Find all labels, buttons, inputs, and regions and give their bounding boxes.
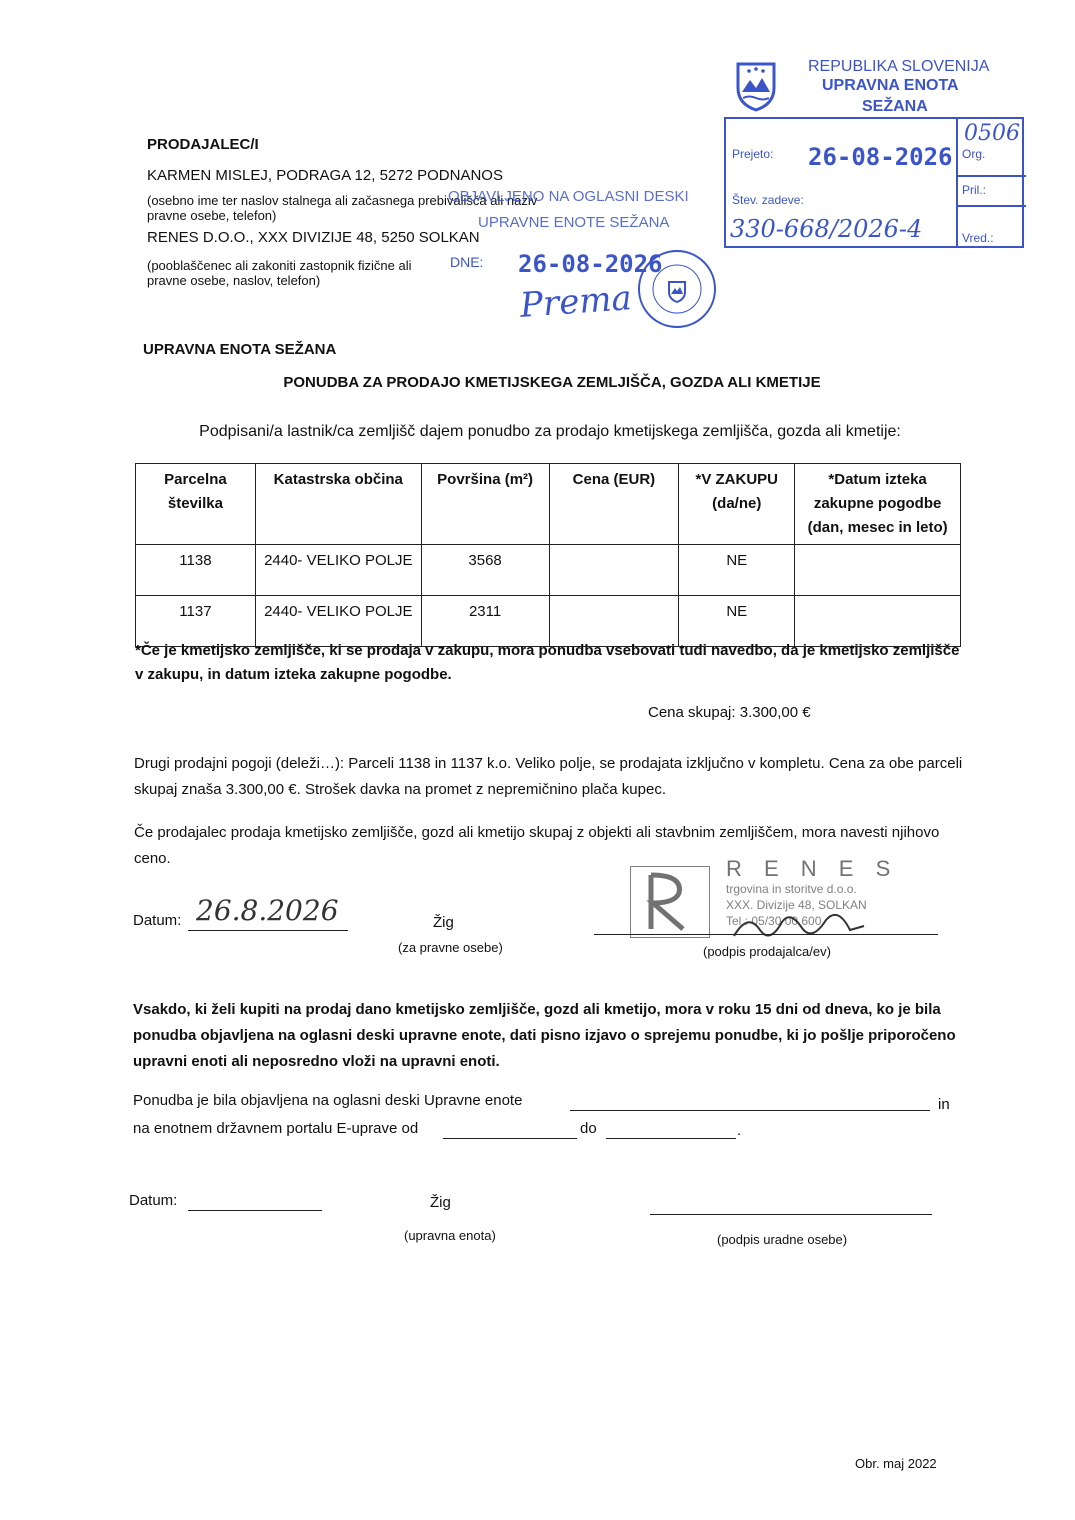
cell-zakup: NE (679, 545, 795, 596)
vred-label: Vred.: (962, 231, 994, 245)
table-header-row (136, 464, 961, 545)
cell-datum (795, 545, 961, 596)
prejeto-label: Prejeto: (732, 147, 774, 161)
cell-ko: 2440- VELIKO POLJE (255, 545, 421, 596)
table-row (136, 545, 961, 596)
header-zakup: *V ZAKUPU (da/ne) (679, 464, 795, 545)
header-ko: Katastrska občina (255, 464, 421, 545)
company-stamp-line2: trgovina in storitve d.o.o. (726, 882, 857, 896)
form-version: Obr. maj 2022 (855, 1456, 937, 1471)
org-value: 0506 (964, 121, 1020, 146)
round-seal-icon (636, 248, 718, 330)
header-parcela: Parcelna številka (136, 464, 256, 545)
company-stamp-line3: XXX. Divizije 48, SOLKAN (726, 898, 867, 912)
office-zig-note: (upravna enota) (404, 1228, 496, 1243)
header-povrsina: Površina (m²) (421, 464, 549, 545)
pril-label: Pril.: (962, 183, 986, 197)
received-stamp (724, 117, 1024, 248)
other-conditions: Drugi prodajni pogoji (deleži…): Parceli 1138 in 1137 k.o. Veliko polje, se prodajata izključno v kompletu. Cena za obe parceli skupaj znaša 3.300,00 €. Strošek davka na promet z nepremičnino plača kupec. (134, 755, 963, 798)
objects-note: Če prodajalec prodaja kmetijsko zemljišče, gozd ali kmetijo skupaj z objekti ali stavbnim zemljiščem, mora navesti njihovo ceno. (134, 824, 940, 867)
company-logo-icon (630, 866, 710, 938)
seller-name: KARMEN MISLEJ, PODRAGA 12, 5272 PODNANOS (147, 167, 503, 184)
office-zig-label: Žig (430, 1194, 451, 1211)
agent-note: (pooblaščenec ali zakoniti zastopnik fizične ali pravne osebe, naslov, telefon) (147, 258, 412, 288)
cell-parcela: 1138 (136, 545, 256, 596)
seller-datum-value: 26.8.2026 (196, 894, 339, 927)
header-datum: *Datum izteka zakupne pogodbe (dan, mesec in leto) (795, 464, 961, 545)
buyer-note: Vsakdo, ki želi kupiti na prodaj dano kmetijsko zemljišče, gozd ali kmetijo, mora v roku 15 dni od dneva, ko je bila ponudba objavljena na oglasni deski upravne enote, dati pisno izjavo o sprejemu ponudbe, ki jo pošlje priporočeno upravni enoti ali neposredno vloži na upravni enoti. (133, 1001, 956, 1070)
publication-line1-suffix: in (938, 1096, 950, 1113)
stamp-header-line3: SEŽANA (862, 98, 928, 115)
notice-stamp-line1: OBJAVLJENO NA OGLASNI DESKI (448, 188, 689, 205)
stev-zadeve-value: 330-668/2026-4 (730, 215, 923, 243)
cell-zakup: NE (679, 596, 795, 647)
cell-parcela: 1137 (136, 596, 256, 647)
publication-line2-prefix: na enotnem državnem portalu E-uprave od (133, 1120, 419, 1137)
footnote: *Če je kmetijsko zemljišče, ki se prodaja v zakupu, mora ponudba vsebovati tudi navedbo, da je kmetijsko zemljišče v zakupu, in datum izteka zakupne pogodbe. (135, 642, 960, 683)
page-title: PONUDBA ZA PRODAJO KMETIJSKEGA ZEMLJIŠČA, GOZDA ALI KMETIJE (283, 374, 821, 391)
seller-zig-note: (za pravne osebe) (398, 940, 503, 955)
cell-povrsina: 2311 (421, 596, 549, 647)
notice-stamp-line2: UPRAVNE ENOTE SEŽANA (478, 214, 670, 231)
publication-line2-mid: do (580, 1120, 597, 1137)
office-datum-label: Datum: (129, 1192, 178, 1209)
notice-signature: Prema (518, 278, 634, 326)
office-sign-note: (podpis uradne osebe) (717, 1232, 848, 1247)
org-label: Org. (962, 147, 986, 161)
seller-heading: PRODAJALEC/I (147, 136, 259, 153)
seller-sign-note: (podpis prodajalca/ev) (703, 944, 831, 959)
seller-datum-label: Datum: (133, 912, 182, 929)
intro-text: Podpisani/a lastnik/ca zemljišč dajem ponudbo za prodajo kmetijskega zemljišča, gozda ali kmetije: (199, 423, 901, 440)
company-stamp-line4: Tel.: 05/30 00 600 (726, 914, 822, 928)
company-stamp-line1: R E N E S (726, 856, 899, 881)
header-cena: Cena (EUR) (549, 464, 679, 545)
total-price: Cena skupaj: 3.300,00 € (648, 704, 811, 721)
recipient: UPRAVNA ENOTA SEŽANA (143, 341, 337, 358)
publication-line1-prefix: Ponudba je bila objavljena na oglasni deski Upravne enote (133, 1092, 523, 1109)
seller-zig-label: Žig (433, 914, 454, 931)
cell-povrsina: 3568 (421, 545, 549, 596)
stamp-header-line2: UPRAVNA ENOTA (822, 77, 959, 94)
cell-cena (549, 545, 679, 596)
seller-signature-icon (730, 908, 870, 944)
seller-note: (osebno ime ter naslov stalnega ali začasnega prebivališča ali naziv pravne osebe, telefon) (147, 193, 538, 223)
cell-ko: 2440- VELIKO POLJE (255, 596, 421, 647)
stamp-header-line1: REPUBLIKA SLOVENIJA (808, 58, 990, 75)
notice-date: 26-08-2026 (518, 250, 663, 278)
notice-dne-label: DNE: (450, 254, 484, 270)
prejeto-date: 26-08-2026 (808, 143, 953, 171)
publication-line2-end: . (737, 1122, 742, 1139)
stev-zadeve-label: Štev. zadeve: (732, 193, 804, 207)
coat-of-arms-icon (734, 60, 778, 112)
agent-name: RENES D.O.O., XXX DIVIZIJE 48, 5250 SOLKAN (147, 229, 480, 246)
parcels-table (135, 463, 961, 647)
